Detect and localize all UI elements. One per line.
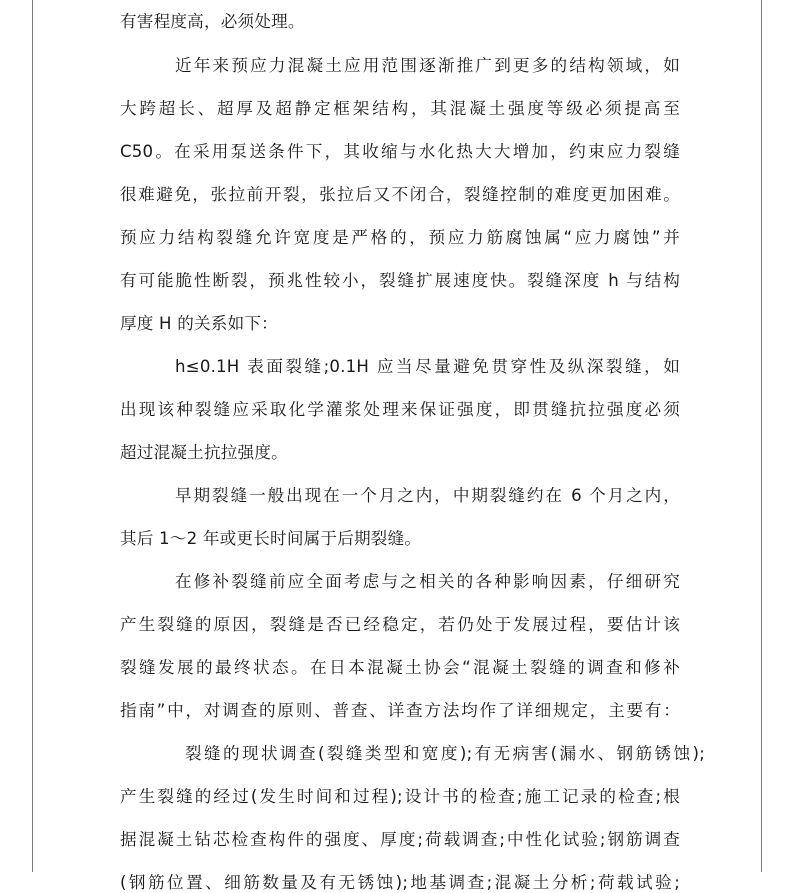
paragraph-first-line: 裂缝的现状调查(裂缝类型和宽度);有无病害(漏水、钢筋锈蚀); — [185, 744, 705, 763]
paragraph-first-line: 近年来预应力混凝土应用范围逐渐推广到更多的结构领域，如 — [175, 56, 680, 75]
text-line: 据混凝土钻芯检查构件的强度、厚度;荷载调查;中性化试验;钢筋调查 — [120, 830, 680, 849]
text-line: 指南”中，对调查的原则、普查、详查方法均作了详细规定，主要有： — [120, 701, 680, 720]
text-line: 超过混凝土抗拉强度。 — [120, 443, 288, 462]
text-line: C50。在采用泵送条件下，其收缩与水化热大大增加，约束应力裂缝 — [120, 142, 680, 161]
text-line: 其后 1～2 年或更长时间属于后期裂缝。 — [120, 529, 422, 548]
paragraph-first-line: 早期裂缝一般出现在一个月之内，中期裂缝约在 6 个月之内， — [175, 486, 680, 505]
text-line: (钢筋位置、细筋数量及有无锈蚀);地基调查;混凝土分析;荷载试验; — [120, 873, 680, 892]
text-line: 预应力结构裂缝允许宽度是严格的，预应力筋腐蚀属“应力腐蚀”并 — [120, 228, 680, 247]
text-line: 大跨超长、超厚及超静定框架结构，其混凝土强度等级必须提高至 — [120, 99, 680, 118]
paragraph-first-line: h≤0.1H 表面裂缝;0.1H 应当尽量避免贯穿性及纵深裂缝，如 — [175, 357, 680, 376]
paragraph-first-line: 在修补裂缝前应全面考虑与之相关的各种影响因素，仔细研究 — [175, 572, 680, 591]
text-line: 很难避免，张拉前开裂，张拉后又不闭合，裂缝控制的难度更加困难。 — [120, 185, 680, 204]
text-line: 厚度 H 的关系如下： — [120, 314, 278, 333]
text-line: 产生裂缝的经过(发生时间和过程);设计书的检查;施工记录的检查;根 — [120, 787, 680, 806]
document-page — [32, 0, 762, 892]
text-line: 产生裂缝的原因，裂缝是否已经稳定，若仍处于发展过程，要估计该 — [120, 615, 680, 634]
text-line: 有害程度高，必须处理。 — [120, 12, 305, 31]
text-line: 裂缝发展的最终状态。在日本混凝土协会“混凝土裂缝的调查和修补 — [120, 658, 680, 677]
text-line: 有可能脆性断裂，预兆性较小，裂缝扩展速度快。裂缝深度 h 与结构 — [120, 271, 680, 290]
text-line: 出现该种裂缝应采取化学灌浆处理来保证强度，即贯缝抗拉强度必须 — [120, 400, 680, 419]
